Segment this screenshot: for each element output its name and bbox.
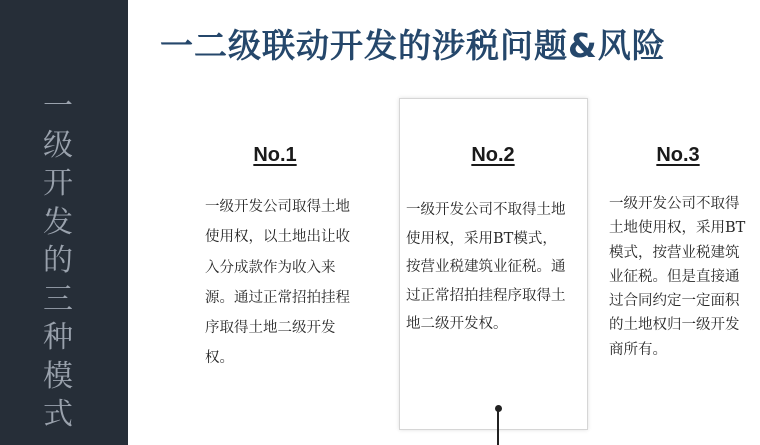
mode-3-heading: No.3 (656, 144, 700, 166)
mode-3-text: 一级开发公司不取得土地使用权，采用BT模式，按营业税建筑业征税。但是直接通过合同约定一定面积的土地权归一级开发商所有。 (609, 196, 746, 358)
mode-2-heading: No.2 (471, 144, 515, 166)
page-title: 一二级联动开发的涉税问题&风险 (160, 26, 666, 65)
mode-1-heading: No.1 (253, 144, 297, 166)
mode-1-text: 一级开发公司取得土地使用权，以土地出让收入分成款作为收入来源。通过正常招拍挂程序取得土地二级开发权。 (205, 199, 350, 367)
mode-2-text: 一级开发公司不取得土地使用权，采用BT模式，按营业税建筑业征税。通过正常招拍挂程序取得土地二级开发权。 (406, 202, 566, 332)
sidebar (0, 0, 128, 445)
sidebar-title: 一 级 开 发 的 三 种 模 式 (43, 89, 73, 432)
connector-line (497, 410, 499, 445)
